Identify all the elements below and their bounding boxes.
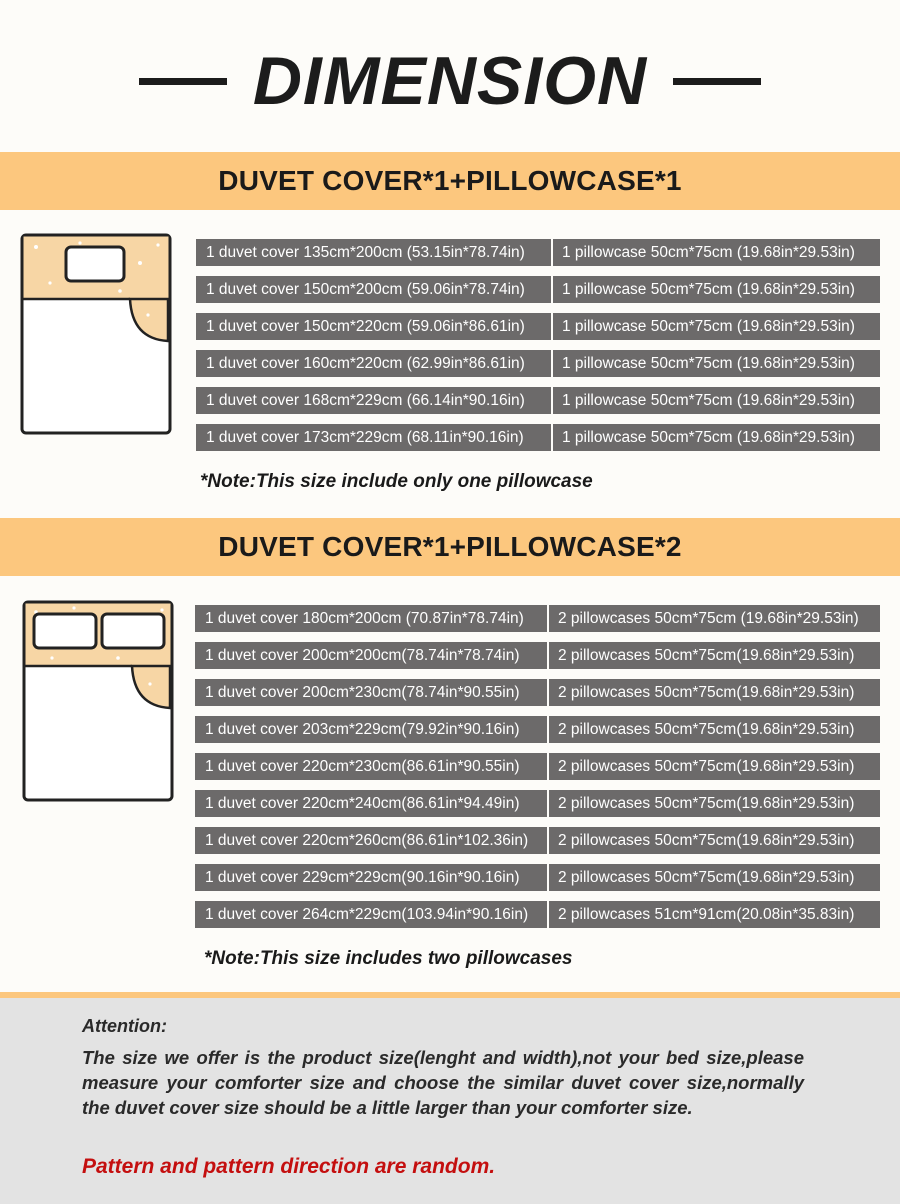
size-row bbox=[195, 827, 880, 854]
size-row bbox=[196, 313, 880, 340]
size-row bbox=[195, 901, 880, 928]
duvet-size-cell: 1 duvet cover 200cm*200cm(78.74in*78.74in) bbox=[205, 646, 520, 664]
row-divider bbox=[551, 313, 553, 340]
attention-warning: Pattern and pattern direction are random. bbox=[82, 1155, 496, 1178]
pillowcase-size-cell: 1 pillowcase 50cm*75cm (19.68in*29.53in) bbox=[562, 428, 855, 446]
duvet-size-cell: 1 duvet cover 220cm*260cm(86.61in*102.36in) bbox=[205, 831, 529, 849]
attention-title: Attention: bbox=[82, 1016, 167, 1036]
size-row bbox=[195, 753, 880, 780]
size-row bbox=[195, 642, 880, 669]
duvet-size-cell: 1 duvet cover 180cm*200cm (70.87in*78.74in) bbox=[205, 609, 524, 627]
section2-heading-band bbox=[0, 518, 900, 576]
title-text: DIMENSION bbox=[252, 43, 648, 119]
pillowcase-size-cell: 1 pillowcase 50cm*75cm (19.68in*29.53in) bbox=[562, 354, 855, 372]
row-divider bbox=[551, 276, 553, 303]
pillowcase-size-cell: 2 pillowcases 50cm*75cm(19.68in*29.53in) bbox=[558, 868, 855, 886]
duvet-size-cell: 1 duvet cover 150cm*200cm (59.06in*78.74in) bbox=[206, 280, 525, 298]
size-row bbox=[196, 350, 880, 377]
row-divider bbox=[551, 239, 553, 266]
title-right-dash bbox=[673, 78, 761, 85]
row-divider bbox=[547, 642, 549, 669]
duvet-size-cell: 1 duvet cover 135cm*200cm (53.15in*78.74in) bbox=[206, 243, 525, 261]
duvet-size-cell: 1 duvet cover 220cm*240cm(86.61in*94.49in) bbox=[205, 794, 520, 812]
pillowcase-size-cell: 1 pillowcase 50cm*75cm (19.68in*29.53in) bbox=[562, 317, 855, 335]
pillowcase-size-cell: 2 pillowcases 51cm*91cm(20.08in*35.83in) bbox=[558, 905, 855, 923]
pillowcase-size-cell: 2 pillowcases 50cm*75cm(19.68in*29.53in) bbox=[558, 683, 855, 701]
pillowcase-size-cell: 2 pillowcases 50cm*75cm (19.68in*29.53in) bbox=[558, 609, 859, 627]
size-row bbox=[195, 716, 880, 743]
section1-note: *Note:This size include only one pillowcase bbox=[200, 471, 593, 492]
pillowcase-size-cell: 1 pillowcase 50cm*75cm (19.68in*29.53in) bbox=[562, 391, 855, 409]
duvet-size-cell: 1 duvet cover 200cm*230cm(78.74in*90.55in) bbox=[205, 683, 520, 701]
size-row bbox=[195, 605, 880, 632]
duvet-size-cell: 1 duvet cover 203cm*229cm(79.92in*90.16in) bbox=[205, 720, 520, 738]
duvet-size-cell: 1 duvet cover 160cm*220cm (62.99in*86.61in) bbox=[206, 354, 525, 372]
pillowcase-size-cell: 1 pillowcase 50cm*75cm (19.68in*29.53in) bbox=[562, 280, 855, 298]
duvet-size-cell: 1 duvet cover 220cm*230cm(86.61in*90.55in) bbox=[205, 757, 520, 775]
row-divider bbox=[547, 605, 549, 632]
section1-heading: DUVET COVER*1+PILLOWCASE*1 bbox=[218, 165, 682, 196]
size-row bbox=[195, 790, 880, 817]
row-divider bbox=[547, 901, 549, 928]
title-left-dash bbox=[139, 78, 227, 85]
section2-note: *Note:This size includes two pillowcases bbox=[204, 948, 573, 969]
size-row bbox=[195, 679, 880, 706]
row-divider bbox=[547, 716, 549, 743]
size-row bbox=[195, 864, 880, 891]
row-divider bbox=[551, 424, 553, 451]
pillowcase-size-cell: 2 pillowcases 50cm*75cm(19.68in*29.53in) bbox=[558, 646, 855, 664]
size-row bbox=[196, 276, 880, 303]
duvet-size-cell: 1 duvet cover 168cm*229cm (66.14in*90.16in) bbox=[206, 391, 525, 409]
duvet-size-cell: 1 duvet cover 229cm*229cm(90.16in*90.16in) bbox=[205, 868, 520, 886]
pillowcase-size-cell: 2 pillowcases 50cm*75cm(19.68in*29.53in) bbox=[558, 794, 855, 812]
double-bed-icon bbox=[22, 600, 176, 804]
row-divider bbox=[547, 753, 549, 780]
size-row bbox=[196, 424, 880, 451]
pillowcase-size-cell: 2 pillowcases 50cm*75cm(19.68in*29.53in) bbox=[558, 720, 855, 738]
attention-body: The size we offer is the product size(lenght and width),not your bed size,please measure your comforter size and choose the similar duvet cover size,normally the duvet cover size should be a little larger than your comforter size. bbox=[82, 1047, 804, 1118]
row-divider bbox=[551, 350, 553, 377]
pillowcase-size-cell: 2 pillowcases 50cm*75cm(19.68in*29.53in) bbox=[558, 757, 855, 775]
row-divider bbox=[547, 679, 549, 706]
duvet-size-cell: 1 duvet cover 264cm*229cm(103.94in*90.16in) bbox=[205, 905, 529, 923]
row-divider bbox=[547, 790, 549, 817]
duvet-size-cell: 1 duvet cover 150cm*220cm (59.06in*86.61in) bbox=[206, 317, 525, 335]
size-row bbox=[196, 239, 880, 266]
duvet-size-cell: 1 duvet cover 173cm*229cm (68.11in*90.16in) bbox=[206, 428, 524, 446]
size-row bbox=[196, 387, 880, 414]
single-bed-icon bbox=[20, 233, 174, 437]
page-title bbox=[0, 38, 900, 124]
pillowcase-size-cell: 1 pillowcase 50cm*75cm (19.68in*29.53in) bbox=[562, 243, 855, 261]
section1-heading-band bbox=[0, 152, 900, 210]
row-divider bbox=[547, 827, 549, 854]
pillowcase-size-cell: 2 pillowcases 50cm*75cm(19.68in*29.53in) bbox=[558, 831, 855, 849]
row-divider bbox=[551, 387, 553, 414]
section2-heading: DUVET COVER*1+PILLOWCASE*2 bbox=[218, 531, 682, 562]
row-divider bbox=[547, 864, 549, 891]
